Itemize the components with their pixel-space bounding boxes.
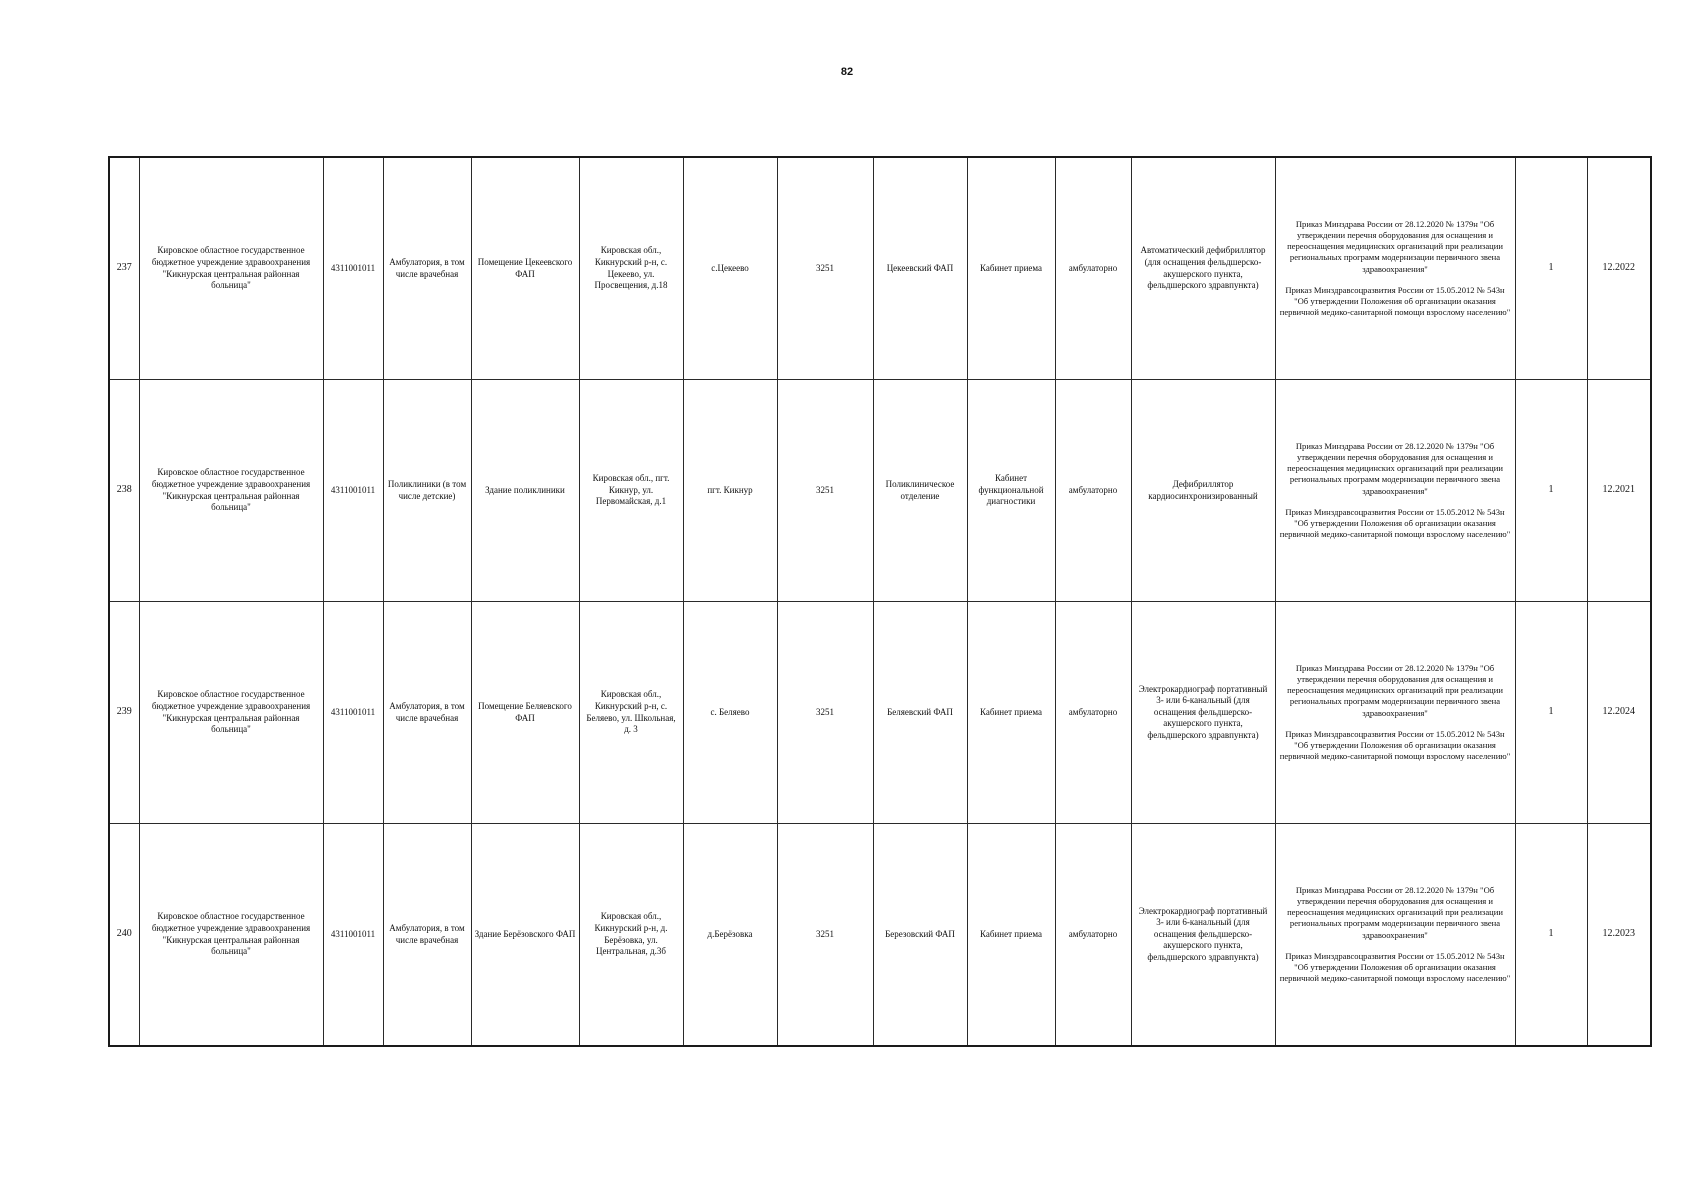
row-number: 239	[109, 602, 139, 824]
facility-type-cell: Поликлиники (в том числе детские)	[383, 380, 471, 602]
locality-cell: пгт. Кикнур	[683, 380, 777, 602]
date-cell: 12.2023	[1587, 824, 1651, 1047]
equipment-table	[108, 156, 1652, 1047]
basis-order-1: Приказ Минздрава России от 28.12.2020 № 1379н "Об утверждении перечня оборудования для оснащения и переоснащения медицинских организаций при реализации региональных программ модернизации первичного звена здравоохранения"	[1287, 440, 1503, 496]
equipment-cell: Электрокардиограф портативный 3- или 6-канальный (для оснащения фельдшерско-акушерского пункта, фельдшерского здравпункта)	[1131, 824, 1275, 1047]
equipment-cell: Дефибриллятор кардиосинхронизированный	[1131, 380, 1275, 602]
facility-type-cell: Амбулатория, в том числе врачебная	[383, 824, 471, 1047]
code-cell: 4311001011	[323, 380, 383, 602]
quantity-cell: 1	[1515, 380, 1587, 602]
basis-order-1: Приказ Минздрава России от 28.12.2020 № 1379н "Об утверждении перечня оборудования для оснащения и переоснащения медицинских организаций при реализации региональных программ модернизации первичного звена здравоохранения"	[1287, 662, 1503, 718]
mode-cell: амбулаторно	[1055, 602, 1131, 824]
basis-cell	[1275, 824, 1515, 1047]
address-cell: Кировская обл., пгт. Кикнур, ул. Первомайская, д.1	[579, 380, 683, 602]
indicator-cell: 3251	[777, 380, 873, 602]
locality-cell: с.Цекеево	[683, 157, 777, 380]
premises-cell: Здание поликлиники	[471, 380, 579, 602]
table-row	[109, 824, 1651, 1047]
indicator-cell: 3251	[777, 157, 873, 380]
indicator-cell: 3251	[777, 824, 873, 1047]
locality-cell: д.Берёзовка	[683, 824, 777, 1047]
facility-type-cell: Амбулатория, в том числе врачебная	[383, 602, 471, 824]
mode-cell: амбулаторно	[1055, 824, 1131, 1047]
facility-type-cell: Амбулатория, в том числе врачебная	[383, 157, 471, 380]
table-row	[109, 380, 1651, 602]
premises-cell: Помещение Цекеевского ФАП	[471, 157, 579, 380]
basis-cell	[1275, 380, 1515, 602]
unit-cell: Цекеевский ФАП	[873, 157, 967, 380]
quantity-cell: 1	[1515, 602, 1587, 824]
indicator-cell: 3251	[777, 602, 873, 824]
organization-cell: Кировское областное государственное бюджетное учреждение здравоохранения "Кикнурская центральная районная больница"	[139, 157, 323, 380]
code-cell: 4311001011	[323, 602, 383, 824]
equipment-cell: Автоматический дефибриллятор (для оснащения фельдшерско-акушерского пункта, фельдшерского здравпункта)	[1131, 157, 1275, 380]
row-number: 240	[109, 824, 139, 1047]
address-cell: Кировская обл., Кикнурский р-н, с. Цекеево, ул. Просвещения, д.18	[579, 157, 683, 380]
row-number: 237	[109, 157, 139, 380]
locality-cell: с. Беляево	[683, 602, 777, 824]
basis-order-1: Приказ Минздрава России от 28.12.2020 № 1379н "Об утверждении перечня оборудования для оснащения и переоснащения медицинских организаций при реализации региональных программ модернизации первичного звена здравоохранения"	[1287, 218, 1503, 274]
basis-order-2: Приказ Минздравсоцразвития России от 15.05.2012 № 543н "Об утверждении Положения об организации оказания первичной медико-санитарной помощи взрослому населению"	[1279, 950, 1511, 984]
organization-cell: Кировское областное государственное бюджетное учреждение здравоохранения "Кикнурская центральная районная больница"	[139, 380, 323, 602]
basis-order-2: Приказ Минздравсоцразвития России от 15.05.2012 № 543н "Об утверждении Положения об организации оказания первичной медико-санитарной помощи взрослому населению"	[1279, 728, 1511, 762]
address-cell: Кировская обл., Кикнурский р-н, с. Беляево, ул. Школьная, д. 3	[579, 602, 683, 824]
room-cell: Кабинет приема	[967, 157, 1055, 380]
basis-order-2: Приказ Минздравсоцразвития России от 15.05.2012 № 543н "Об утверждении Положения об организации оказания первичной медико-санитарной помощи взрослому населению"	[1279, 284, 1511, 318]
quantity-cell: 1	[1515, 824, 1587, 1047]
premises-cell: Помещение Беляевского ФАП	[471, 602, 579, 824]
room-cell: Кабинет функциональной диагностики	[967, 380, 1055, 602]
room-cell: Кабинет приема	[967, 602, 1055, 824]
date-cell: 12.2022	[1587, 157, 1651, 380]
basis-cell	[1275, 157, 1515, 380]
address-cell: Кировская обл., Кикнурский р-н, д. Берёзовка, ул. Центральная, д.3б	[579, 824, 683, 1047]
table-row	[109, 157, 1651, 380]
basis-order-2: Приказ Минздравсоцразвития России от 15.05.2012 № 543н "Об утверждении Положения об организации оказания первичной медико-санитарной помощи взрослому населению"	[1279, 506, 1511, 540]
code-cell: 4311001011	[323, 157, 383, 380]
date-cell: 12.2021	[1587, 380, 1651, 602]
equipment-cell: Электрокардиограф портативный 3- или 6-канальный (для оснащения фельдшерско-акушерского пункта, фельдшерского здравпункта)	[1131, 602, 1275, 824]
unit-cell: Поликлиническое отделение	[873, 380, 967, 602]
unit-cell: Беляевский ФАП	[873, 602, 967, 824]
unit-cell: Березовский ФАП	[873, 824, 967, 1047]
room-cell: Кабинет приема	[967, 824, 1055, 1047]
date-cell: 12.2024	[1587, 602, 1651, 824]
organization-cell: Кировское областное государственное бюджетное учреждение здравоохранения "Кикнурская центральная районная больница"	[139, 824, 323, 1047]
organization-cell: Кировское областное государственное бюджетное учреждение здравоохранения "Кикнурская центральная районная больница"	[139, 602, 323, 824]
row-number: 238	[109, 380, 139, 602]
mode-cell: амбулаторно	[1055, 380, 1131, 602]
premises-cell: Здание Берёзовского ФАП	[471, 824, 579, 1047]
basis-order-1: Приказ Минздрава России от 28.12.2020 № 1379н "Об утверждении перечня оборудования для оснащения и переоснащения медицинских организаций при реализации региональных программ модернизации первичного звена здравоохранения"	[1287, 884, 1503, 940]
page-number: 82	[840, 66, 854, 78]
quantity-cell: 1	[1515, 157, 1587, 380]
table-row	[109, 602, 1651, 824]
mode-cell: амбулаторно	[1055, 157, 1131, 380]
basis-cell	[1275, 602, 1515, 824]
code-cell: 4311001011	[323, 824, 383, 1047]
